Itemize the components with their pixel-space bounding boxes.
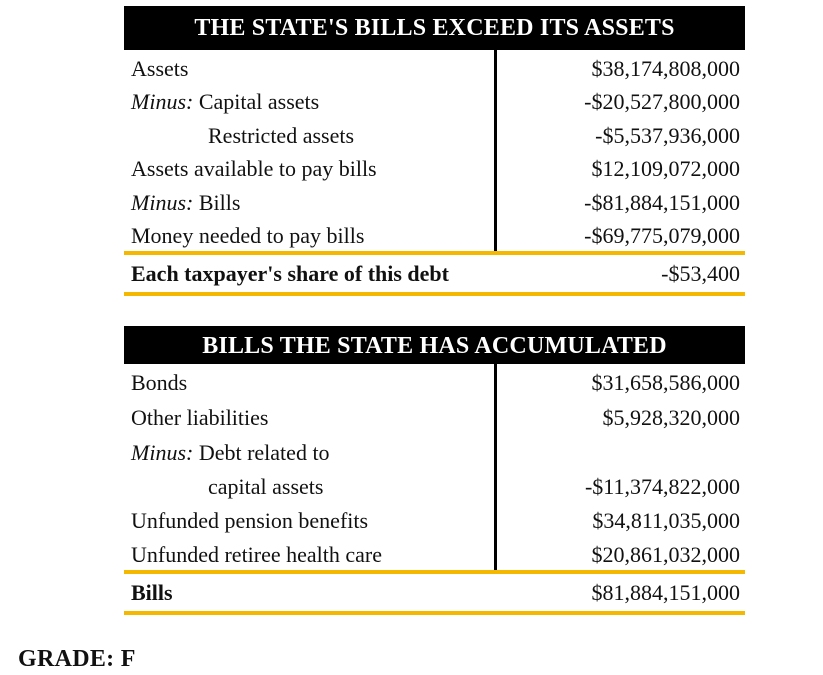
table-row (124, 218, 745, 252)
table-row (124, 536, 745, 570)
row-prefix: Minus: (131, 189, 194, 215)
row-label (124, 221, 497, 251)
row-value: $34,811,035,000 (592, 508, 740, 533)
row-label-text: Assets available to pay bills (131, 156, 377, 181)
bills-total-value: $81,884,151,000 (591, 579, 740, 605)
table-row (124, 50, 745, 84)
total-divider-bottom (124, 292, 745, 296)
row-value: -$11,374,822,000 (584, 474, 740, 499)
taxpayer-share-label: Each taxpayer's share of this debt (131, 260, 449, 286)
row-label (124, 368, 497, 398)
row-label (124, 54, 497, 84)
bills-total-row (124, 574, 745, 611)
assets-table (124, 6, 745, 296)
bills-table (124, 326, 745, 615)
bills-total-label: Bills (131, 579, 173, 605)
row-label (124, 188, 497, 218)
row-value: $31,658,586,000 (591, 370, 740, 395)
table-row (124, 151, 745, 185)
table-row (124, 468, 745, 502)
row-label-text: Other liabilities (131, 405, 269, 430)
row-label-text: Bills (193, 189, 241, 215)
row-label-text: capital assets (208, 474, 324, 499)
row-label (124, 87, 497, 117)
row-label (124, 472, 497, 502)
row-label (124, 540, 497, 570)
table-row (124, 502, 745, 536)
row-value: -$69,775,079,000 (584, 223, 740, 248)
taxpayer-share-value: -$53,400 (661, 260, 740, 286)
grade-label: GRADE: F (18, 646, 136, 672)
table-row (124, 433, 745, 468)
row-label (124, 403, 497, 433)
taxpayer-share-row (124, 255, 745, 292)
row-label-text: Money needed to pay bills (131, 223, 365, 248)
row-label-text: Assets (131, 55, 189, 81)
row-label (124, 438, 497, 468)
row-prefix: Minus: (131, 440, 194, 465)
row-value: -$20,527,800,000 (584, 89, 740, 114)
row-prefix: Minus: (131, 89, 194, 114)
bills-table-title: BILLS THE STATE HAS ACCUMULATED (124, 326, 745, 364)
assets-table-body (124, 50, 745, 251)
row-label-text: Restricted assets (208, 122, 355, 148)
row-label-text: Bonds (131, 370, 188, 395)
row-value: -$5,537,936,000 (595, 122, 740, 148)
row-value: $5,928,320,000 (602, 405, 740, 430)
table-row (124, 184, 745, 218)
bills-table-body (124, 364, 745, 570)
total-divider-bottom (124, 611, 745, 615)
table-row (124, 364, 745, 398)
row-label (124, 121, 497, 151)
table-row (124, 84, 745, 118)
row-label (124, 506, 497, 536)
assets-table-title: THE STATE'S BILLS EXCEED ITS ASSETS (124, 6, 745, 50)
row-label (124, 154, 497, 184)
row-label-text: Debt related to (193, 440, 330, 465)
row-label-text: Capital assets (193, 89, 320, 114)
row-value: $20,861,032,000 (591, 542, 740, 567)
row-value: $38,174,808,000 (591, 55, 740, 81)
table-row (124, 398, 745, 433)
row-label-text: Unfunded pension benefits (131, 508, 369, 533)
row-label-text: Unfunded retiree health care (131, 542, 383, 567)
table-row (124, 117, 745, 151)
row-value: -$81,884,151,000 (584, 189, 740, 215)
row-value: $12,109,072,000 (591, 156, 740, 181)
